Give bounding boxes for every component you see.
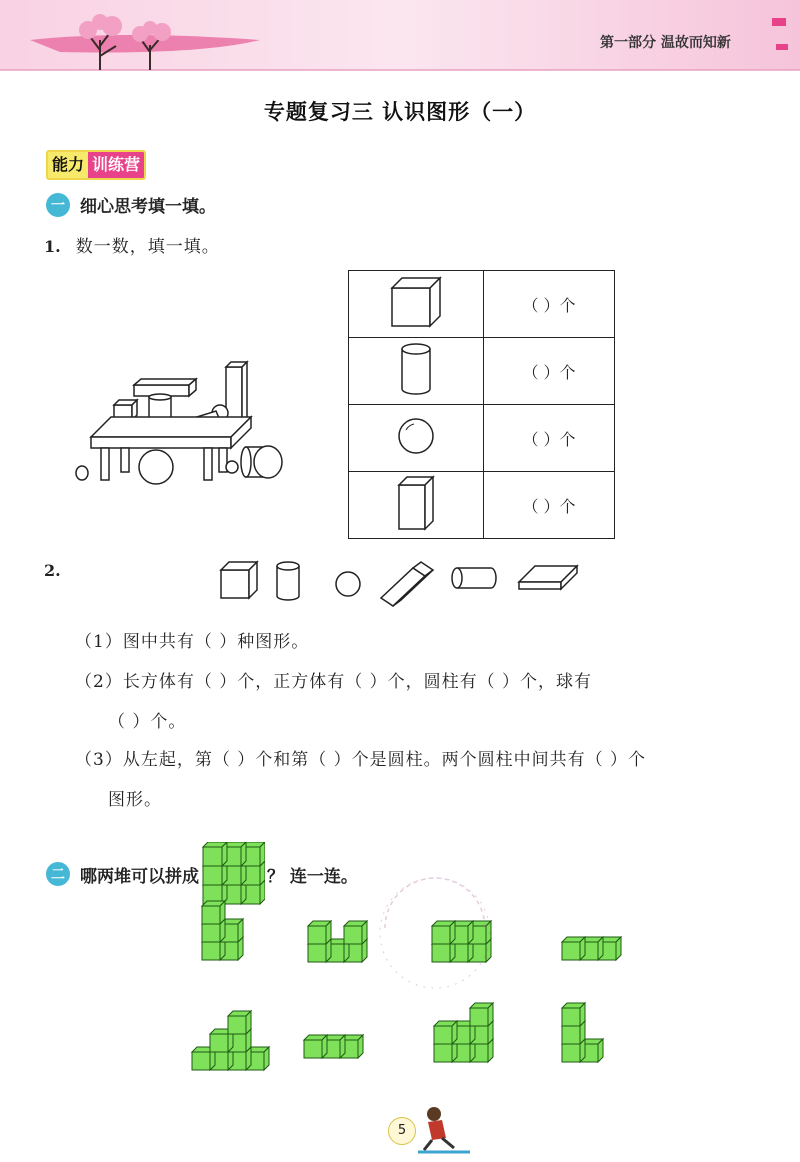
badge-part2: 训练营 [88,152,144,178]
page-title: 专题复习三 认识图形（一） [263,100,537,124]
section2-heading-text-before: 哪两堆可以拼成 [80,866,199,887]
q2-flat-cuboid-icon [519,566,577,589]
q2-lying-cylinder-icon [452,568,496,588]
section1-number: 一 [46,193,70,217]
cuboid-icon [395,518,437,537]
pile-bottom-4[interactable] [560,984,620,1068]
question-2-number: 2. [44,561,61,580]
cube-icon [388,315,444,334]
section1-heading-text: 细心思考填一填。 [80,197,216,217]
training-badge [46,150,146,180]
pile-top-1[interactable] [200,892,270,966]
question-2-part-3: （3）从左起，第（ ）个和第（ ）个是圆柱。两个圆柱中间共有（ ）个 [75,750,647,770]
skater-mascot-icon [414,1104,474,1160]
watermark-stamp [365,868,505,1002]
question-2-part-2-cont: （ ）个。 [108,712,187,732]
section2-number: 二 [46,862,70,886]
answer-cell[interactable]: （ ）个 [484,271,615,338]
badge-part1: 能力 [48,152,88,178]
sphere-icon [396,441,436,460]
answer-cell[interactable]: （ ）个 [484,405,615,472]
question-1-number: 1. [44,237,61,256]
green-cube [202,901,225,924]
section1-heading [46,192,216,217]
shape-cell [349,338,484,405]
q2-cylinder-icon [277,562,299,600]
green-cube [434,1021,457,1044]
table-row [349,405,615,472]
question-1-text: 数一数，填一填。 [75,237,220,257]
green-cube [228,1011,251,1034]
table-row [349,472,615,539]
green-cube [470,1003,493,1026]
answer-cell[interactable]: （ ）个 [484,338,615,405]
q2-sphere-icon [336,572,360,596]
shape-cell [349,472,484,539]
block-structure-illustration [66,355,296,494]
answer-cell[interactable]: （ ）个 [484,472,615,539]
counting-table [348,270,615,539]
green-cube [562,937,585,960]
green-cube [304,1035,327,1058]
table-row [349,338,615,405]
pile-bottom-1[interactable] [190,1002,286,1076]
q2-tilted-cuboid-icon [381,562,433,606]
pile-bottom-2[interactable] [302,1020,382,1064]
section2-heading-text-after: ？ 连一连。 [267,866,358,887]
green-cube [308,921,331,944]
table-row [349,271,615,338]
cylinder-icon [398,382,434,401]
question-2-part-3-cont: 图形。 [108,790,162,810]
q2-cube-icon [221,562,257,598]
pile-top-4[interactable] [560,922,640,966]
question-2-shapes-row [215,558,585,618]
question-2-part-1: （1）图中共有（ ）种图形。 [75,632,310,652]
page-number: 5 [388,1117,416,1145]
green-cube [562,1003,585,1026]
question-2-part-2: （2）长方体有（ ）个，正方体有（ ）个，圆柱有（ ）个，球有 [75,672,593,692]
header-section-label: 第一部分 温故而知新 [600,35,731,51]
question-1 [44,232,220,257]
shape-cell [349,271,484,338]
green-cube [344,921,367,944]
shape-cell [349,405,484,472]
green-cube [203,842,227,866]
